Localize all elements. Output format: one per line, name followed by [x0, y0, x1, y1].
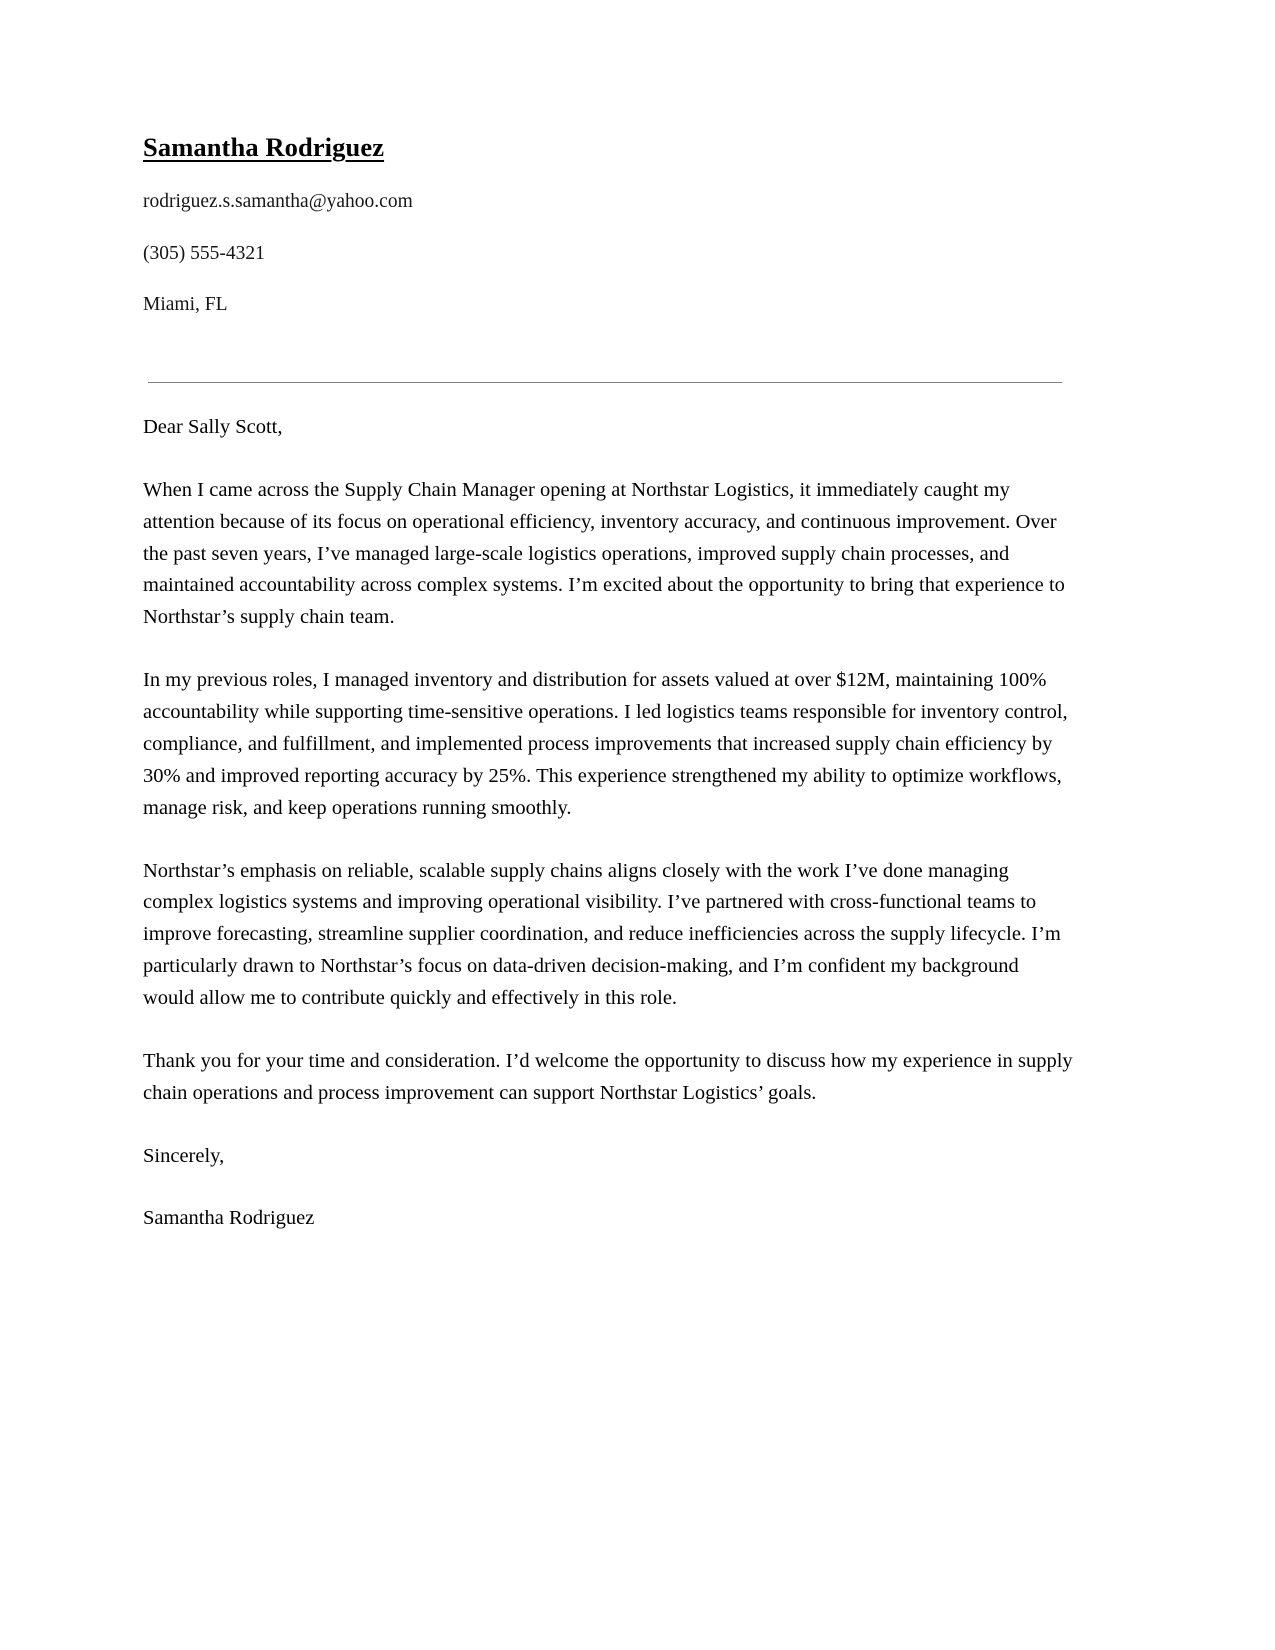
- header-divider: [148, 382, 1062, 383]
- body-paragraph-1: When I came across the Supply Chain Manager opening at Northstar Logistics, it immediately caught my attention because of its focus on operational efficiency, inventory accuracy, and continuous improvement. Over the past seven years, I’ve managed large-scale logistics operations, improved supply chain processes, and maintained accountability across complex systems. I’m excited about the opportunity to bring that experience to Northstar’s supply chain team.: [143, 478, 1065, 629]
- contact-email: rodriguez.s.samantha@yahoo.com: [143, 191, 413, 213]
- body-paragraph-4: Thank you for your time and consideration. I’d welcome the opportunity to discuss how my experience in supply chain operations and process improvement can support Northstar Logistics’ goals.: [143, 1049, 1073, 1104]
- contact-location: Miami, FL: [143, 293, 228, 315]
- body-paragraph-3: Northstar’s emphasis on reliable, scalable supply chains aligns closely with the work I’ve done managing complex logistics systems and improving operational visibility. I’ve partnered with cross-functional teams to improve forecasting, streamline supplier coordination, and reduce inefficiencies across the supply lifecycle. I’m particularly drawn to Northstar’s focus on data-driven decision-making, and I’m confident my background would allow me to contribute quickly and effectively in this role.: [143, 859, 1061, 1010]
- salutation: Dear Sally Scott,: [143, 416, 283, 438]
- letter-body: [143, 412, 1075, 1235]
- contact-phone: (305) 555-4321: [143, 242, 265, 264]
- body-paragraph-2: In my previous roles, I managed inventory and distribution for assets valued at over $12M, maintaining 100% accountability while supporting time-sensitive operations. I led logistics teams responsible for inventory control, compliance, and fulfillment, and implemented process improvements that increased supply chain efficiency by 30% and improved reporting accuracy by 25%. This experience strengthened my ability to optimize workflows, manage risk, and keep operations running smoothly.: [143, 669, 1068, 819]
- letterhead-block: [143, 132, 1073, 317]
- page-title: Samantha Rodriguez: [143, 132, 385, 162]
- signature-name: Samantha Rodriguez: [143, 1207, 315, 1230]
- closing-salutation: Sincerely,: [143, 1144, 225, 1167]
